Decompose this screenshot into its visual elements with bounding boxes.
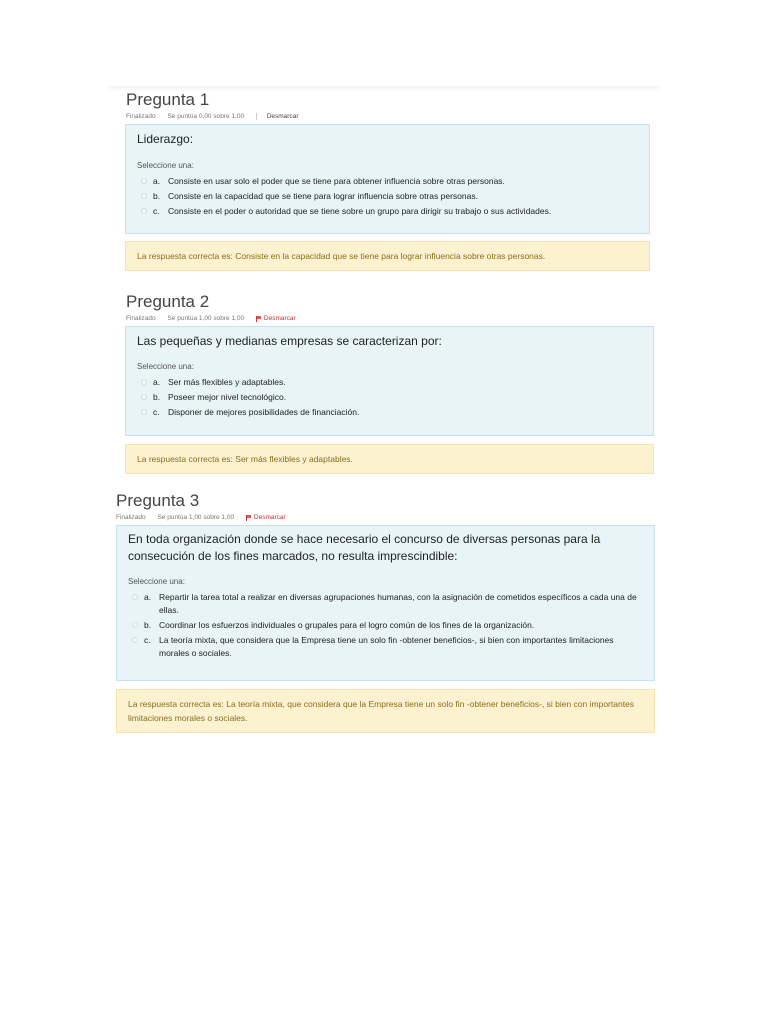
- radio-button-b[interactable]: [141, 394, 147, 400]
- correct-answer-feedback: La respuesta correcta es: La teoría mixta, que considera que la Empresa tiene un solo fin -obtener beneficios-, si bien con importantes limitaciones morales o sociales.: [116, 689, 655, 733]
- option-text: Coordinar los esfuerzos individuales o grupales para el logro común de los fines de la organización.: [159, 620, 535, 630]
- option-text: Repartir la tarea total a realizar en diversas agrupaciones humanas, con la asignación de cometidos específicos a cada una de ellas.: [159, 592, 637, 615]
- question-status: Finalizado: [116, 514, 146, 521]
- radio-button-a[interactable]: [132, 594, 138, 600]
- question-meta: [126, 314, 651, 323]
- option-text: Consiste en la capacidad que se tiene para lograr influencia sobre otras personas.: [168, 191, 478, 201]
- flag-icon: [256, 316, 262, 321]
- question-title: Pregunta 2: [126, 292, 210, 311]
- unflag-link[interactable]: [246, 514, 296, 521]
- answer-option-a[interactable]: [137, 376, 642, 389]
- unflag-link[interactable]: [256, 315, 306, 322]
- option-letter: a.: [144, 592, 152, 602]
- question-score: Se puntúa 1,00 sobre 1,00: [157, 514, 235, 521]
- answer-option-b[interactable]: [137, 391, 642, 404]
- radio-button-c[interactable]: [141, 208, 147, 214]
- option-letter: a.: [153, 176, 161, 186]
- question-score: Se puntúa 0,00 sobre 1,00: [167, 113, 245, 120]
- question-status: Finalizado: [126, 315, 156, 322]
- question-meta: [116, 513, 655, 522]
- radio-button-c[interactable]: [132, 637, 138, 643]
- radio-button-a[interactable]: [141, 178, 147, 184]
- option-letter: b.: [153, 191, 161, 201]
- option-letter: c.: [144, 635, 151, 645]
- radio-button-b[interactable]: [141, 193, 147, 199]
- question-meta: [126, 112, 651, 121]
- answer-option-a[interactable]: [137, 175, 638, 188]
- option-letter: b.: [153, 392, 161, 402]
- option-text: Consiste en usar solo el poder que se tiene para obtener influencia sobre otras personas.: [168, 176, 505, 186]
- option-text: La teoría mixta, que considera que la Empresa tiene un solo fin -obtener beneficios-, si bien con importantes limitaciones morales o sociales.: [159, 635, 614, 658]
- answer-option-c[interactable]: [128, 634, 643, 660]
- correct-answer-feedback: La respuesta correcta es: Ser más flexibles y adaptables.: [125, 444, 654, 474]
- option-text: Poseer mejor nivel tecnológico.: [168, 392, 287, 402]
- option-text: Disponer de mejores posibilidades de financiación.: [168, 407, 360, 417]
- meta-divider: [256, 113, 257, 120]
- question-score: Se puntúa 1,00 sobre 1,00: [167, 315, 245, 322]
- answer-option-a[interactable]: [128, 591, 643, 617]
- question-box: [125, 124, 650, 234]
- unflag-label: Desmarcar: [253, 514, 286, 521]
- option-letter: c.: [153, 206, 160, 216]
- answer-option-c[interactable]: [137, 205, 638, 218]
- answer-option-c[interactable]: [137, 406, 642, 419]
- flag-icon: [246, 515, 252, 520]
- question-1: [126, 90, 651, 271]
- question-box: [116, 525, 655, 681]
- option-letter: a.: [153, 377, 161, 387]
- answer-option-b[interactable]: [137, 190, 638, 203]
- answer-option-b[interactable]: [128, 619, 643, 632]
- radio-button-b[interactable]: [132, 622, 138, 628]
- unflag-link[interactable]: Desmarcar: [266, 113, 299, 120]
- option-letter: b.: [144, 620, 152, 630]
- question-title: Pregunta 1: [126, 90, 210, 109]
- question-2: [126, 292, 651, 474]
- question-text: Liderazgo:: [137, 132, 194, 146]
- option-text: Consiste en el poder o autoridad que se tiene sobre un grupo para dirigir su trabajo o sus actividades.: [168, 206, 552, 216]
- select-label: Seleccione una:: [128, 577, 185, 586]
- radio-button-c[interactable]: [141, 409, 147, 415]
- radio-button-a[interactable]: [141, 379, 147, 385]
- question-box: [125, 326, 654, 436]
- option-letter: c.: [153, 407, 160, 417]
- question-status: Finalizado: [126, 113, 156, 120]
- question-3: [116, 491, 655, 733]
- option-text: Ser más flexibles y adaptables.: [168, 377, 286, 387]
- question-title: Pregunta 3: [116, 491, 200, 510]
- question-text: En toda organización donde se hace necesario el concurso de diversas personas para la consecución de los fines marcados, no resulta imprescindible:: [128, 532, 601, 563]
- question-text: Las pequeñas y medianas empresas se caracterizan por:: [137, 334, 442, 348]
- select-label: Seleccione una:: [137, 161, 194, 170]
- correct-answer-feedback: La respuesta correcta es: Consiste en la capacidad que se tiene para lograr influencia sobre otras personas.: [125, 241, 650, 271]
- unflag-label: Desmarcar: [263, 315, 296, 322]
- select-label: Seleccione una:: [137, 362, 194, 371]
